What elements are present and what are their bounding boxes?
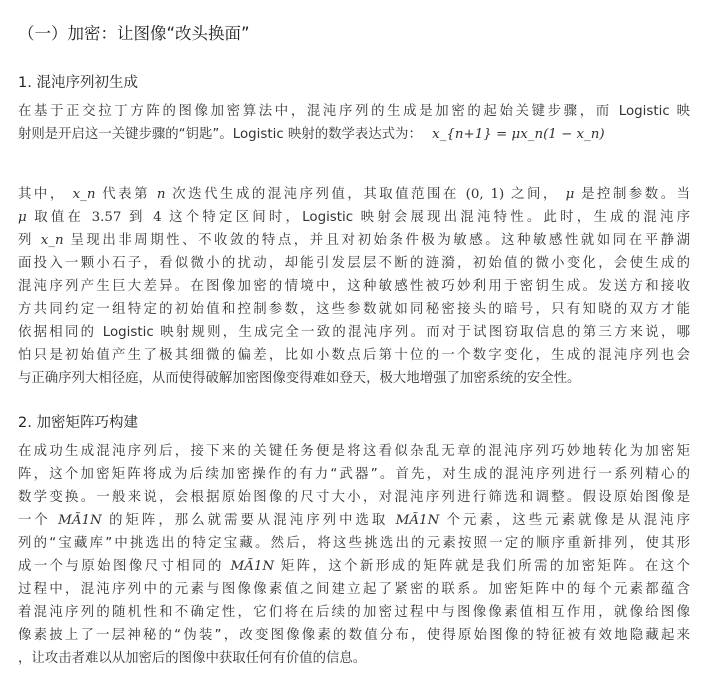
- subsection1-heading: 1. 混沌序列初生成: [18, 75, 138, 91]
- text-line: 与正确序列大相径庭，从而使得破解加密图像变得难如登天，极大地增强了加密系统的安全性。: [18, 371, 581, 386]
- text-run: 成一个与原始图像尺寸相同的: [18, 559, 224, 574]
- math-mu: μ: [18, 210, 27, 225]
- text-line: 怕只是初始值产生了极其细微的偏差，比如小数点后第十位的一个数字变化，生成的混沌序列也会: [18, 348, 690, 363]
- text-run: 的矩阵，那么就需要从混沌序列中选取: [109, 513, 389, 528]
- text-run: 到: [128, 210, 146, 225]
- text-run: 取值在: [34, 210, 85, 225]
- math-size: MÃ1N: [395, 513, 440, 528]
- text-run: 一个: [18, 513, 51, 528]
- text-line: 方共同约定一组特定的初始值和控制参数，这些参数就如同秘密接头的暗号，只有知晓的双方才能: [18, 302, 690, 317]
- text-run: 代表第: [102, 187, 151, 202]
- text-line: 列的“宝藏库”中挑选出的特定宝藏。然后，将这些挑选出的元素按照一定的顺序重新排列，使其形: [18, 536, 690, 551]
- text-line: [18, 206, 690, 229]
- text-run: 呈现出非周期性、不收敛的特点，并且对初始条件极为敏感。这种敏感性就如同在平静湖: [70, 233, 691, 248]
- text-run: 这个特定区间时，Logistic 映射会展现出混沌特性。此时，生成的混沌序: [169, 210, 690, 225]
- text-run: 射则是开启这一关键步骤的“钥匙”。Logistic 映射的数学表达式为：: [18, 127, 422, 142]
- text-line: 混沌序列产生巨大差异。在图像加密的情境中，这种敏感性被巧妙利用于密钥生成。发送方和接收: [18, 279, 690, 294]
- math-low: 3.57: [91, 210, 122, 225]
- math-range: (0, 1): [465, 187, 505, 202]
- math-x-n: x_n: [40, 233, 64, 248]
- math-size: MÃ1N: [230, 559, 275, 574]
- text-line: 阵，这个加密矩阵将成为后续加密操作的有力“武器”。首先，对生成的混沌序列进行一系列精心的: [18, 467, 690, 482]
- subsection1-paragraph1: [18, 100, 690, 146]
- text-line: 过程中，混沌序列中的元素与图像像素值之间建立起了紧密的联系。加密矩阵中的每个元素都蕴含: [18, 582, 690, 597]
- text-run: 次迭代生成的混沌序列值，其取值范围在: [172, 187, 459, 202]
- subsection2-paragraph: [18, 440, 690, 670]
- text-run: 其中，: [18, 187, 66, 202]
- subsection1-paragraph2: [18, 183, 690, 390]
- math-size: MÃ1N: [58, 513, 102, 528]
- text-line: [18, 509, 690, 532]
- text-line: ，让攻击者难以从加密后的图像中获取任何有价值的信息。: [18, 651, 367, 666]
- math-x-n: x_n: [72, 187, 96, 202]
- text-line: 在基于正交拉丁方阵的图像加密算法中，混沌序列的生成是加密的起始关键步骤，而 Logistic 映: [18, 104, 690, 119]
- text-line: [18, 555, 690, 578]
- text-run: 矩阵，这个新形成的矩阵就是我们所需的加密矩阵。在这个: [280, 559, 691, 574]
- text-run: 个元素，这些元素就像是从混沌序: [446, 513, 690, 528]
- text-line: 面投入一颗小石子，看似微小的扰动，却能引发层层不断的涟漪，初始值的微小变化，会使生成的: [18, 256, 690, 271]
- text-line: 依据相同的 Logistic 映射规则，生成完全一致的混沌序列。而对于试图窃取信息的第三方来说，哪: [18, 325, 690, 340]
- math-mu: μ: [565, 187, 575, 202]
- text-line: [18, 127, 605, 142]
- text-line: 像素披上了一层神秘的“伪装”，改变图像像素的数值分布，使得原始图像的特征被有效地隐藏起来: [18, 628, 690, 643]
- math-n: n: [156, 187, 166, 202]
- text-line: 着混沌序列的随机性和不确定性，它们将在后续的加密过程中与图像像素值相互作用，就像给图像: [18, 605, 690, 620]
- section-title: （一）加密：让图像“改头换面”: [18, 24, 250, 43]
- text-line: 在成功生成混沌序列后，接下来的关键任务便是将这看似杂乱无章的混沌序列巧妙地转化为加密矩: [18, 444, 690, 459]
- logistic-formula: x_{n+1} = μx_n(1 − x_n): [432, 127, 605, 142]
- text-run: 是控制参数。当: [581, 187, 691, 202]
- text-line: [18, 229, 690, 252]
- text-line: 数学变换。一般来说，会根据原始图像的尺寸大小，对混沌序列进行筛选和调整。假设原始图像是: [18, 490, 690, 505]
- subsection2-heading: 2. 加密矩阵巧构建: [18, 415, 138, 431]
- math-high: 4: [153, 210, 162, 225]
- text-line: [18, 183, 690, 206]
- text-run: 之间，: [511, 187, 559, 202]
- text-run: 列: [18, 233, 34, 248]
